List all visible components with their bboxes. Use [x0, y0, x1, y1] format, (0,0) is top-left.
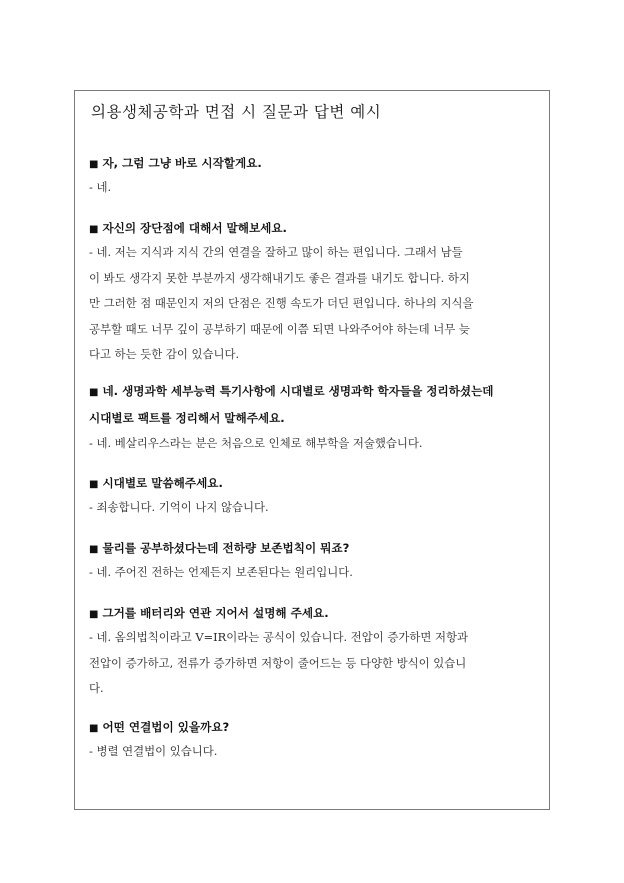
square-bullet-icon: ■ — [89, 387, 99, 398]
question-line: 자신의 장단점에 대해서 말해보세요. — [102, 221, 287, 235]
answer-line: - 네. 베살리우스라는 분은 처음으로 인체로 해부학을 저술했습니다. — [89, 436, 423, 450]
question-line: 시대별로 말씀해주세요. — [102, 476, 223, 490]
question-line: 시대별로 팩트를 정리해서 말해주세요. — [89, 410, 285, 425]
question — [89, 538, 535, 560]
question — [89, 717, 535, 739]
qa-item-1 — [89, 153, 535, 201]
answer-line: 만 그러한 점 때문인지 저의 단점은 진행 속도가 더딘 편입니다. 하나의 지식을 — [89, 296, 474, 310]
answer-line: - 네. 주어진 전하는 언제든지 보존된다는 원리입니다. — [89, 565, 353, 579]
question — [89, 218, 535, 240]
answer-line: 다. — [89, 681, 104, 695]
qa-item-2 — [89, 218, 535, 368]
answer — [89, 175, 535, 201]
square-bullet-icon: ■ — [89, 723, 99, 734]
answer-line: - 네. — [89, 180, 112, 194]
qa-item-4 — [89, 473, 535, 521]
answer-line: - 네. 저는 지식과 지식 간의 연결을 잘하고 많이 하는 편입니다. 그래서 남들 — [89, 245, 463, 259]
question — [89, 153, 535, 175]
qa-item-3 — [89, 379, 535, 457]
question-line: 물리를 공부하셨다는데 전하량 보존법칙이 뭐죠? — [102, 541, 350, 555]
answer — [89, 495, 535, 521]
answer-line: 다고 하는 듯한 감이 있습니다. — [89, 347, 240, 361]
answer-line: 전압이 증가하고, 전류가 증가하면 저항이 줄어드는 등 다양한 방식이 있습니 — [89, 655, 467, 670]
question — [89, 473, 535, 495]
qa-item-5 — [89, 538, 535, 586]
question — [89, 603, 535, 625]
qa-item-6 — [89, 603, 535, 702]
answer — [89, 431, 535, 457]
square-bullet-icon: ■ — [89, 479, 99, 490]
answer — [89, 240, 535, 368]
answer — [89, 560, 535, 586]
question-line: 어떤 연결법이 있을까요? — [102, 720, 230, 734]
square-bullet-icon: ■ — [89, 224, 99, 235]
answer — [89, 739, 535, 765]
answer — [89, 625, 535, 702]
answer-line: 공부할 때도 너무 깊이 공부하기 때문에 이쯤 되면 나와주어야 하는데 너무 늦 — [89, 321, 470, 336]
question — [89, 379, 535, 431]
question-line: 네. 생명과학 세부능력 특기사항에 시대별로 생명과학 학자들을 정리하셨는데 — [102, 384, 494, 398]
answer-line: 이 봐도 생각지 못한 부분까지 생각해내기도 좋은 결과를 내기도 합니다. 하지 — [89, 270, 470, 285]
question-line: 그거를 배터리와 연관 지어서 설명해 주세요. — [102, 606, 329, 620]
document-title: 의용생체공학과 면접 시 질문과 답변 예시 — [91, 103, 382, 121]
question-line: 자, 그럼 그냥 바로 시작할게요. — [102, 156, 262, 170]
square-bullet-icon: ■ — [89, 609, 99, 620]
square-bullet-icon: ■ — [89, 159, 99, 170]
answer-line: - 네. 옴의법칙이라고 V=IR이라는 공식이 있습니다. 전압이 증가하면 저항과 — [89, 630, 468, 644]
answer-line: - 병렬 연결법이 있습니다. — [89, 744, 218, 758]
answer-line: - 죄송합니다. 기억이 나지 않습니다. — [89, 500, 269, 514]
qa-item-7 — [89, 717, 535, 765]
square-bullet-icon: ■ — [89, 544, 99, 555]
